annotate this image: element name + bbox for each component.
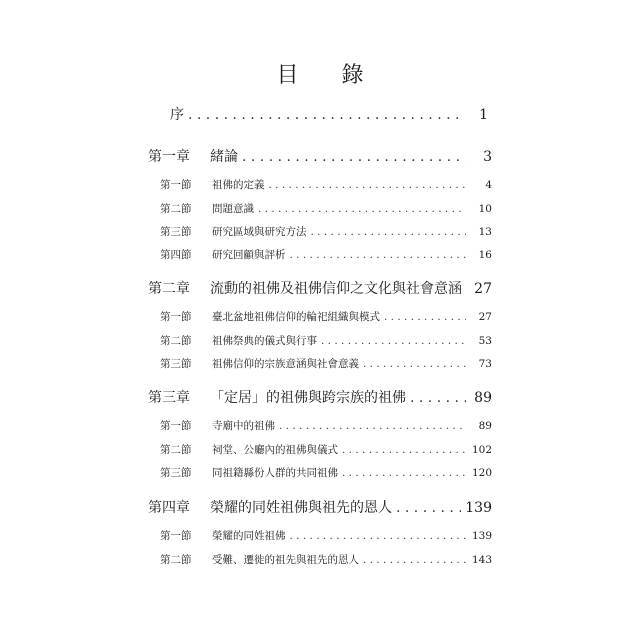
section-title: 臺北盆地祖佛信仰的輪祀組織與模式: [212, 311, 380, 323]
dot-leader: [258, 203, 466, 215]
section-page-number: 102: [471, 444, 492, 456]
toc-entry-section[interactable]: [160, 465, 492, 480]
toc-entry-section[interactable]: [160, 442, 492, 457]
toc-entry-section[interactable]: [160, 224, 492, 239]
dot-leader: [342, 444, 466, 456]
section-label: 第二節: [160, 444, 192, 456]
toc-entry-section[interactable]: [160, 528, 492, 543]
dot-leader: [290, 530, 467, 542]
section-page-number: 120: [471, 467, 492, 479]
section-label: 第一節: [160, 530, 192, 542]
section-title: 受難、遷徙的祖先與祖先的恩人: [212, 554, 359, 566]
entry-title: 序: [170, 107, 184, 123]
section-label: 第二節: [160, 335, 192, 347]
chapter-page-number: 139: [465, 500, 492, 516]
toc-entry-section[interactable]: [160, 418, 492, 433]
section-title: 祖佛的定義: [212, 179, 265, 191]
toc-entry-chapter[interactable]: [148, 278, 492, 298]
section-page-number: 4: [485, 179, 492, 191]
chapter-page-number: 3: [483, 149, 492, 165]
dot-leader: [311, 226, 467, 238]
dot-leader: [342, 467, 466, 479]
toc-entry-section[interactable]: [160, 356, 492, 371]
chapter-page-number: 89: [474, 390, 492, 406]
section-title: 寺廟中的祖佛: [212, 420, 275, 432]
dot-leader: [290, 249, 467, 261]
dot-leader: [410, 390, 466, 406]
dot-leader: [188, 107, 462, 123]
toc-heading: 目 錄: [276, 63, 382, 88]
chapter-title: 緒論: [210, 149, 238, 165]
section-title: 同祖籍縣份人群的共同祖佛: [212, 467, 338, 479]
section-page-number: 53: [478, 335, 492, 347]
section-title: 研究區域與研究方法: [212, 226, 307, 238]
toc-entry-section[interactable]: [160, 177, 492, 192]
dot-leader: [384, 311, 466, 323]
section-page-number: 143: [471, 554, 492, 566]
toc-entry-preface[interactable]: [170, 104, 488, 124]
section-label: 第一節: [160, 420, 192, 432]
toc-entry-section[interactable]: [160, 247, 492, 262]
dot-leader: [279, 420, 466, 432]
section-page-number: 139: [471, 530, 492, 542]
chapter-title: 「定居」的祖佛與跨宗族的祖佛: [210, 390, 406, 406]
chapter-page-number: 27: [474, 281, 492, 297]
section-page-number: 16: [478, 249, 492, 261]
entry-page-number: 1: [479, 107, 488, 123]
section-label: 第二節: [160, 554, 192, 566]
section-label: 第三節: [160, 226, 192, 238]
section-title: 祠堂、公廳內的祖佛與儀式: [212, 444, 338, 456]
dot-leader: [363, 554, 466, 566]
chapter-label: 第四章: [148, 500, 190, 516]
section-title: 榮耀的同姓祖佛: [212, 530, 286, 542]
section-label: 第四節: [160, 249, 192, 261]
chapter-label: 第一章: [148, 149, 190, 165]
toc-entry-section[interactable]: [160, 552, 492, 567]
dot-leader: [363, 358, 466, 370]
section-label: 第二節: [160, 203, 192, 215]
chapter-label: 第三章: [148, 390, 190, 406]
dot-leader: [321, 335, 466, 347]
section-page-number: 10: [478, 203, 492, 215]
toc-entry-chapter[interactable]: [148, 387, 492, 407]
section-label: 第一節: [160, 179, 192, 191]
chapter-title: 流動的祖佛及祖佛信仰之文化與社會意涵: [210, 281, 462, 297]
toc-entry-section[interactable]: [160, 201, 492, 216]
chapter-title: 榮耀的同姓祖佛與祖先的恩人: [210, 500, 392, 516]
section-page-number: 73: [478, 358, 492, 370]
section-label: 第三節: [160, 467, 192, 479]
section-page-number: 89: [478, 420, 492, 432]
toc-entry-section[interactable]: [160, 333, 492, 348]
dot-leader: [242, 149, 466, 165]
section-title: 祖佛信仰的宗族意涵與社會意義: [212, 358, 359, 370]
section-title: 問題意識: [212, 203, 254, 215]
dot-leader: [269, 179, 467, 191]
dot-leader: [396, 500, 461, 516]
chapter-label: 第二章: [148, 281, 190, 297]
section-label: 第一節: [160, 311, 192, 323]
section-title: 研究回顧與評析: [212, 249, 286, 261]
section-label: 第三節: [160, 358, 192, 370]
toc-entry-section[interactable]: [160, 309, 492, 324]
section-page-number: 13: [478, 226, 492, 238]
toc-entry-chapter[interactable]: [148, 146, 492, 166]
toc-entry-chapter[interactable]: [148, 497, 492, 517]
section-page-number: 27: [478, 311, 492, 323]
section-title: 祖佛祭典的儀式與行事: [212, 335, 317, 347]
